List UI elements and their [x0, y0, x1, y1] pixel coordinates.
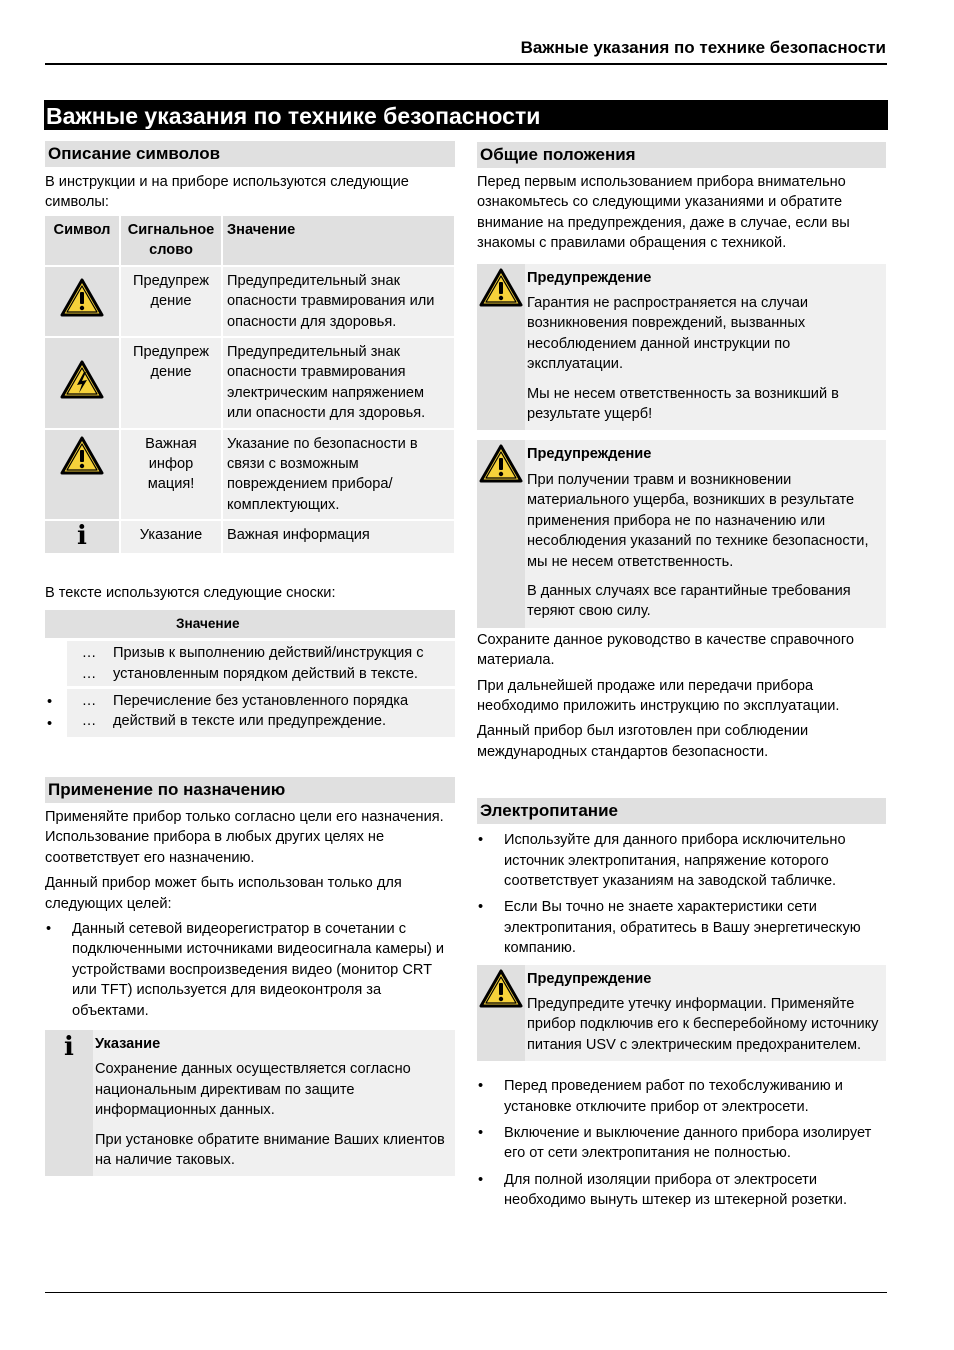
table-row [45, 430, 454, 520]
signal-word: Указание [121, 521, 221, 552]
meaning: Указание по безопасности в связи с возможным повреждением прибора/ комплектующих. [223, 430, 454, 520]
warning-triangle-icon [477, 440, 525, 627]
bullet-cell [45, 641, 67, 686]
section-heading-power: Электропитание [477, 798, 886, 824]
warning-box [477, 965, 886, 1062]
list-item: • Перед проведением работ по техобслуживанию и установке отключите прибор от электросети. [477, 1076, 886, 1117]
warning-text: Мы не несем ответственность за возникший в результате ущерб! [527, 385, 839, 423]
table-row [45, 641, 455, 686]
ellipsis-cell: … … [67, 689, 111, 737]
power-bullets [477, 1076, 886, 1210]
note-text: При установке обратите внимание Ваших клиентов на наличие таковых. [95, 1131, 445, 1168]
footnote-meaning: Призыв к выполнению действий/инструкция с установленным порядком действий в тексте. [111, 641, 455, 686]
warning-text: Гарантия не распространяется на случаи возникновения повреждений, вызванных несоблюдением данной инструкции по эксплуатации. [527, 295, 808, 373]
signal-word: Важная инфор мация! [121, 430, 221, 520]
footnotes-table-header [45, 610, 455, 638]
warning-title: Предупреждение [527, 446, 652, 463]
warning-title: Предупреждение [527, 970, 652, 987]
general-paragraph: Сохраните данное руководство в качестве справочного материала. [477, 631, 854, 669]
note-text: Сохранение данных осуществляется согласно национальным директивам по защите информационных данных. [95, 1061, 411, 1119]
warning-triangle-icon [45, 430, 119, 520]
footnote-meaning: Перечисление без установленного порядка действий в тексте или предупреждение. [111, 689, 455, 737]
list-item: • Включение и выключение данного прибора изолирует его от сети электропитания не полностью. [477, 1123, 886, 1164]
list-item: • Данный сетевой видеорегистратор в сочетании с подключенными источниками видеосигнала камеры) и устройствами воспроизведения видео (монитор CRT или TFT) используется для видеоконтроля за объектами. [45, 919, 455, 1021]
table-row [45, 338, 454, 428]
col-header-signal-word: Сигнальное слово [121, 216, 221, 265]
right-column [477, 142, 886, 1217]
warning-box [477, 440, 886, 627]
usage-paragraph: Применяйте прибор только согласно цели его назначения. Использование прибора в любых других целях не соответствует его назначению. [45, 808, 444, 866]
warning-box [477, 264, 886, 431]
col-header-symbol: Символ [45, 216, 119, 265]
general-paragraph: Данный прибор был изготовлен при соблюдении международных стандартов безопасности. [477, 723, 809, 760]
section-heading-general: Общие положения [477, 142, 886, 168]
warning-text: При получении травм и возникновении материального ущерба, возникших в результате применения прибора не по назначению или несоблюдения указаний по технике безопасности, мы не несем ответственность. [527, 471, 869, 570]
list-item: • Используйте для данного прибора исключительно источник электропитания, напряжение которого соответствует указаниям на заводской табличке. [477, 830, 886, 891]
meaning: Важная информация [223, 521, 454, 552]
usage-paragraph: Данный прибор может быть использован только для следующих целей: [45, 875, 402, 912]
bullet-cell: • • [45, 689, 67, 737]
warning-text: В данных случаях все гарантийные требования теряют свою силу. [527, 582, 851, 620]
note-box [45, 1030, 455, 1176]
ellipsis-cell: … … [67, 641, 111, 686]
signal-word: Предупреж дение [121, 267, 221, 336]
footnotes-table [45, 607, 455, 740]
symbols-table-header [45, 216, 454, 265]
info-icon: i [45, 1030, 93, 1176]
general-intro: Перед первым использованием прибора внимательно ознакомьтесь со следующими указаниями и обратите внимание на предупреждения, даже в случае, если вы знакомы с правилами обращения с техникой. [477, 174, 850, 252]
note-title: Указание [95, 1035, 161, 1052]
symbols-intro: В инструкции и на приборе используются следующие символы: [45, 174, 409, 211]
electric-hazard-icon [45, 338, 119, 428]
list-item: • Для полной изоляции прибора от электросети необходимо вынуть штекер из штекерной розетки. [477, 1170, 886, 1211]
meaning: Предупредительный знак опасности травмирования электрическим напряжением или опасности для здоровья. [223, 338, 454, 428]
usage-bullets [45, 919, 455, 1021]
info-icon: i [45, 521, 119, 552]
footer-rule [45, 1292, 887, 1293]
symbols-table [43, 214, 456, 555]
power-bullets [477, 830, 886, 958]
meaning: Предупредительный знак опасности травмирования или опасности для здоровья. [223, 267, 454, 336]
general-paragraph: При дальнейшей продаже или передачи прибора необходимо приложить инструкцию по эксплуатации. [477, 677, 840, 714]
footnotes-intro: В тексте используются следующие сноски: [45, 584, 336, 601]
running-header: Важные указания по технике безопасности [520, 38, 886, 57]
col-header-meaning: Значение [223, 216, 454, 265]
table-row [45, 267, 454, 336]
table-row [45, 689, 455, 737]
warning-triangle-icon [477, 264, 525, 431]
warning-text: Предупредите утечку информации. Применяйте прибор подключив его к бесперебойному источнику питания USV с электрическим предохранителем. [527, 996, 879, 1053]
page-title: Важные указания по технике безопасности [44, 100, 888, 130]
left-column [45, 141, 455, 1176]
section-heading-usage: Применение по назначению [45, 777, 455, 803]
warning-title: Предупреждение [527, 269, 652, 286]
signal-word: Предупреж дение [121, 338, 221, 428]
header-rule [45, 63, 887, 65]
list-item: • Если Вы точно не знаете характеристики сети электропитания, обратитесь в Вашу энергетическую компанию. [477, 897, 886, 958]
warning-triangle-icon [477, 965, 525, 1062]
table-row [45, 521, 454, 552]
warning-triangle-icon [45, 267, 119, 336]
section-heading-symbols: Описание символов [45, 141, 455, 167]
col-header-meaning: Значение [111, 610, 455, 638]
